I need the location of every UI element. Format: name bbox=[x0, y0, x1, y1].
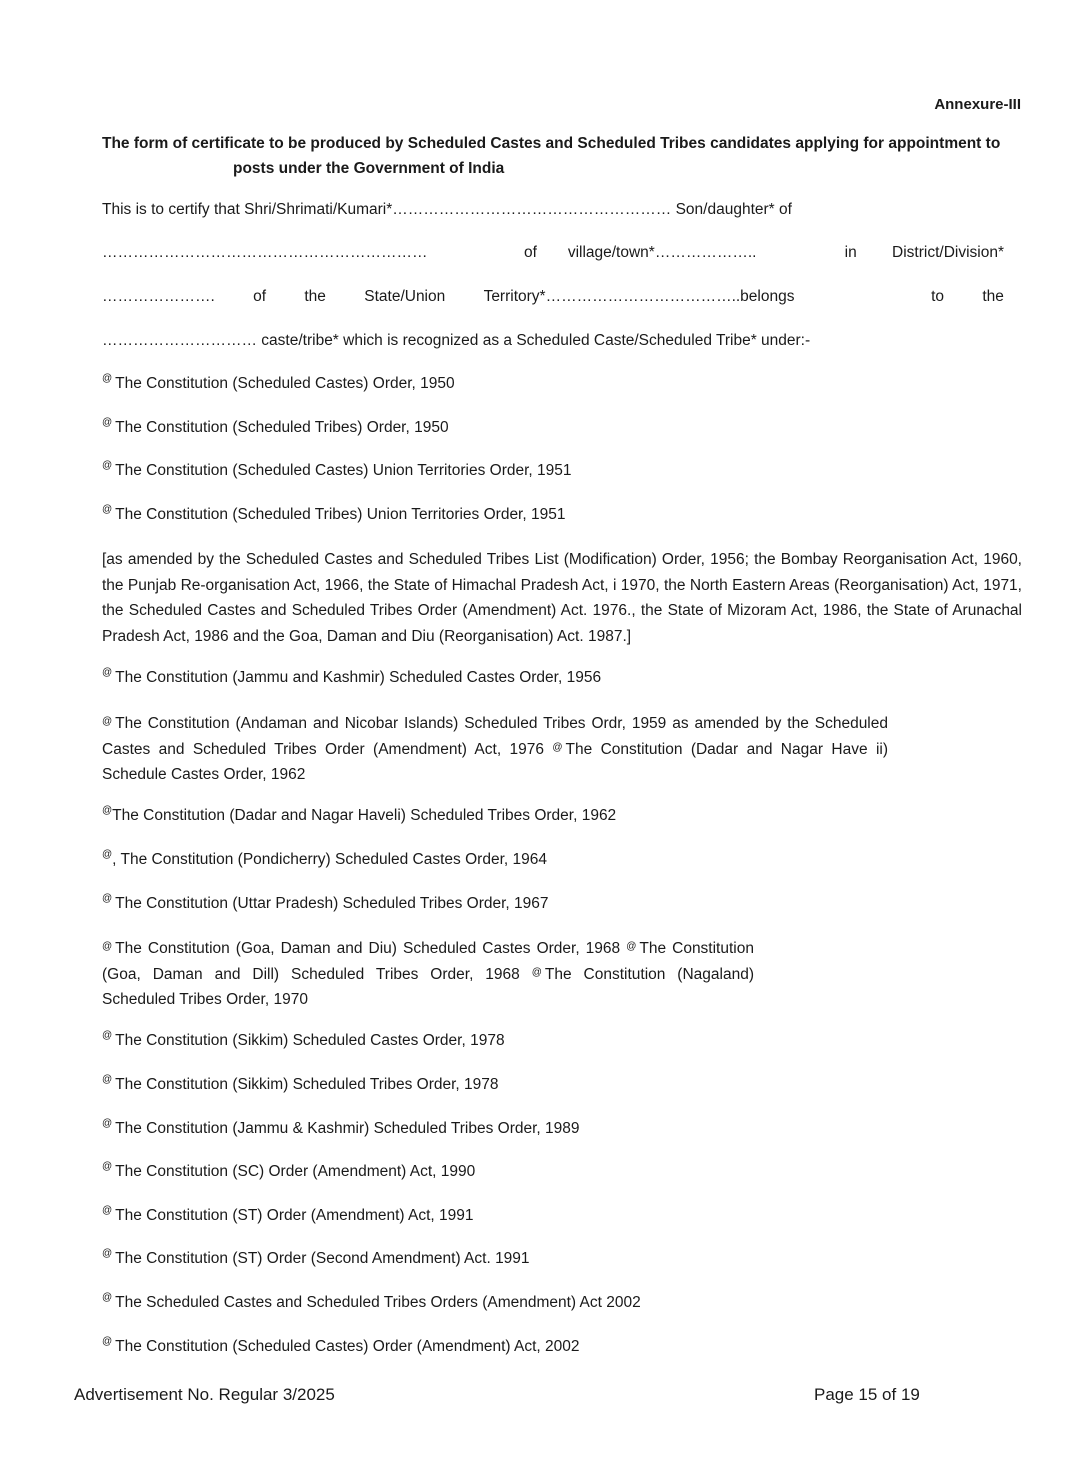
at-marker: @ bbox=[102, 716, 113, 727]
at-marker: @ bbox=[102, 941, 113, 952]
at-marker: @ bbox=[102, 1030, 113, 1041]
at-marker: @ bbox=[102, 893, 113, 904]
at-marker: @ bbox=[102, 1118, 113, 1129]
at-marker: @ bbox=[102, 1336, 113, 1347]
at-marker: @ bbox=[102, 373, 113, 384]
at-marker: @ bbox=[102, 1292, 113, 1303]
the-word: the bbox=[304, 288, 326, 305]
village-town-field: village/town*……………….. bbox=[567, 244, 757, 261]
territory-field: Territory*………………………………..belongs bbox=[483, 288, 795, 305]
order-item: @ The Constitution (SC) Order (Amendment) Act, 1990 bbox=[102, 1161, 476, 1180]
at-marker: @ bbox=[626, 941, 637, 952]
page-title bbox=[102, 131, 1042, 181]
the-word: the bbox=[982, 288, 1004, 305]
order-item: @ The Constitution (Scheduled Tribes) Union Territories Order, 1951 bbox=[102, 504, 566, 523]
at-marker: @ bbox=[102, 1205, 113, 1216]
at-marker: @ bbox=[102, 1248, 113, 1259]
order-item: @ The Scheduled Castes and Scheduled Tribes Orders (Amendment) Act 2002 bbox=[102, 1292, 641, 1311]
order-item: @The Constitution (Dadar and Nagar Haveli) Scheduled Tribes Order, 1962 bbox=[102, 805, 617, 824]
title-line-1: The form of certificate to be produced by Scheduled Castes and Scheduled Tribes candidates applying for appointment to bbox=[102, 135, 1001, 152]
at-marker: @ bbox=[102, 1074, 113, 1085]
at-marker: @ bbox=[102, 460, 113, 471]
order-item: @ The Constitution (Scheduled Castes) Union Territories Order, 1951 bbox=[102, 460, 572, 479]
blank-field: …………………. bbox=[102, 288, 215, 305]
blank-name-field: ……………………………………………………… bbox=[102, 244, 428, 261]
certify-line-3 bbox=[102, 288, 1022, 306]
order-item: @ The Constitution (Scheduled Castes) Order (Amendment) Act, 2002 bbox=[102, 1336, 580, 1355]
in-word: in bbox=[844, 244, 857, 261]
certify-line-4: ………………………… caste/tribe* which is recognized as a Scheduled Caste/Scheduled Tribe* under:- bbox=[102, 332, 811, 349]
at-marker: @ bbox=[102, 417, 113, 428]
order-item: @, The Constitution (Pondicherry) Scheduled Castes Order, 1964 bbox=[102, 849, 547, 868]
order-item: @ The Constitution (ST) Order (Amendment) Act, 1991 bbox=[102, 1205, 474, 1224]
title-line-2: posts under the Government of India bbox=[233, 160, 505, 177]
certify-line-1: This is to certify that Shri/Shrimati/Kumari*……………………………………………… Son/daughter* of bbox=[102, 201, 792, 218]
at-marker: @ bbox=[102, 849, 113, 860]
at-marker: @ bbox=[102, 504, 113, 515]
order-item: @ The Constitution (Sikkim) Scheduled Tribes Order, 1978 bbox=[102, 1074, 499, 1093]
order-block-goa: @ The Constitution (Goa, Daman and Diu) Scheduled Castes Order, 1968 @ The Constitution (Goa, Daman and Dill) Scheduled Tribes Order, 1968 @ The Constitution (Nagaland) Scheduled Tribes Order, 1970 bbox=[102, 940, 754, 1008]
at-marker: @ bbox=[102, 805, 113, 816]
order-item: @ The Constitution (Jammu & Kashmir) Scheduled Tribes Order, 1989 bbox=[102, 1118, 580, 1137]
at-marker: @ bbox=[102, 667, 113, 678]
at-marker: @ bbox=[552, 741, 563, 753]
of-word: of bbox=[524, 244, 537, 261]
footer-page-number: Page 15 of 19 bbox=[814, 1385, 920, 1404]
at-marker: @ bbox=[531, 966, 542, 978]
at-marker: @ bbox=[102, 1161, 113, 1172]
certify-line-2 bbox=[102, 244, 1022, 262]
order-item: @ The Constitution (Jammu and Kashmir) Scheduled Castes Order, 1956 bbox=[102, 667, 602, 686]
order-item: @ The Constitution (Uttar Pradesh) Scheduled Tribes Order, 1967 bbox=[102, 893, 549, 912]
footer-advertisement: Advertisement No. Regular 3/2025 bbox=[74, 1385, 335, 1404]
order-item: @ The Constitution (Scheduled Castes) Order, 1950 bbox=[102, 373, 455, 392]
annexure-label: Annexure-III bbox=[934, 96, 1021, 113]
district-field: District/Division* bbox=[892, 244, 1004, 261]
order-item: @ The Constitution (ST) Order (Second Amendment) Act. 1991 bbox=[102, 1248, 530, 1267]
amended-paragraph: [as amended by the Scheduled Castes and Scheduled Tribes List (Modification) Order, 1956; the Bombay Reorganisation Act, 1960, the Punjab Re-organisation Act, 1966, the State of Himachal Pradesh Act, i 1970, the North Eastern Areas (Reorganisation) Act, 1971, the Scheduled Castes and Scheduled Tribes Order (Amendment) Act. 1976., the State of Mizoram Act, 1986, the State of Arunachal Pradesh Act, 1986 and the Goa, Daman and Diu (Reorganisation) Act. 1987.] bbox=[102, 551, 1022, 645]
order-block-andaman: @ The Constitution (Andaman and Nicobar Islands) Scheduled Tribes Ordr, 1959 as amended by the Scheduled Castes and Scheduled Tribes Order (Amendment) Act, 1976 @ The Constitution (Dadar and Nagar Have ii) Schedule Castes Order, 1962 bbox=[102, 715, 888, 783]
state-union-word: State/Union bbox=[364, 288, 446, 305]
order-item: @ The Constitution (Sikkim) Scheduled Castes Order, 1978 bbox=[102, 1030, 505, 1049]
to-word: to bbox=[931, 288, 945, 305]
of-word: of bbox=[253, 288, 267, 305]
order-item: @ The Constitution (Scheduled Tribes) Order, 1950 bbox=[102, 417, 449, 436]
